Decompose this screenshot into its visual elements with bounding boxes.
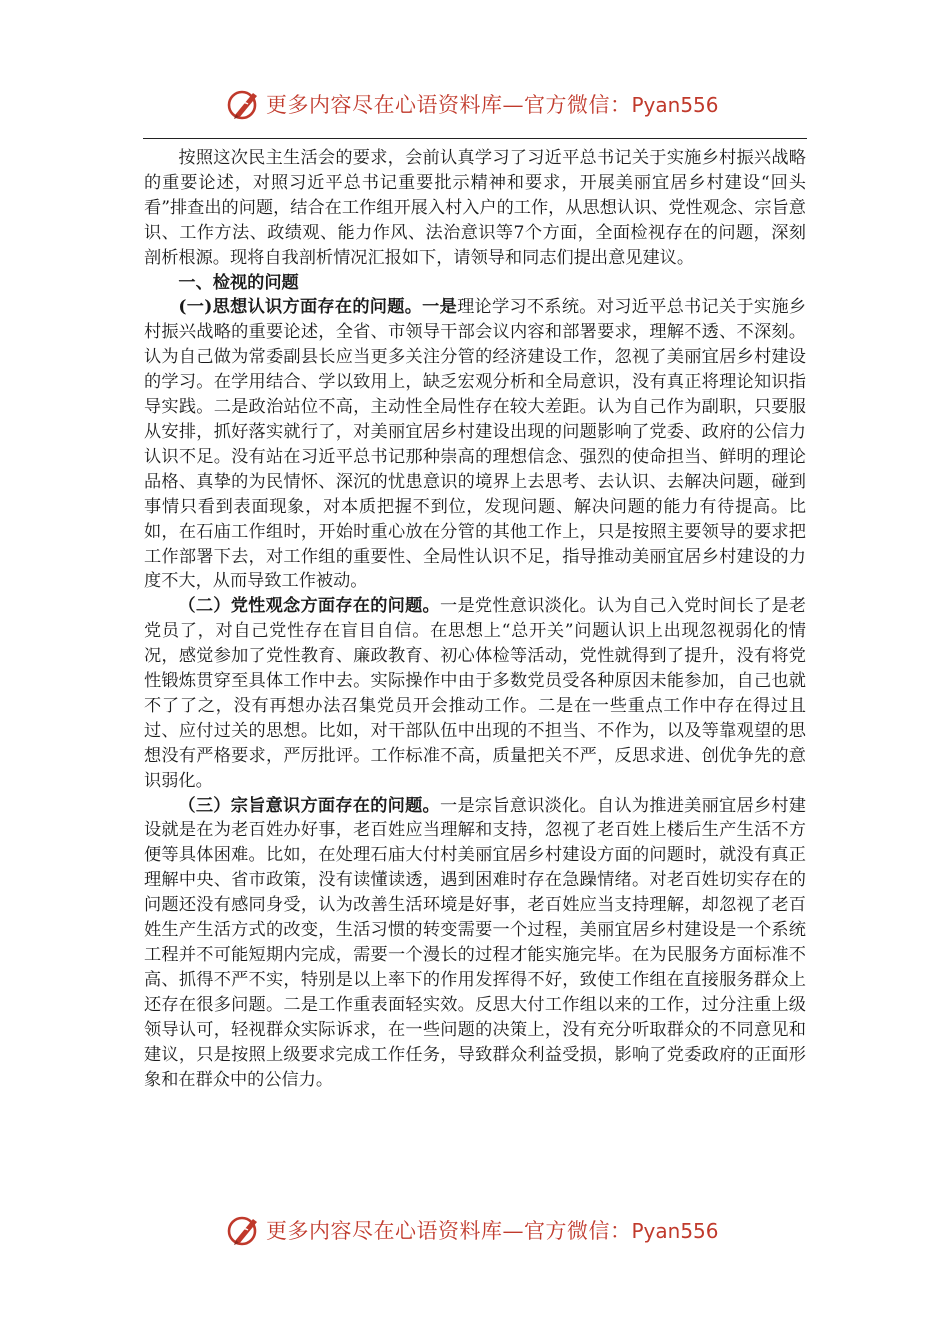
item-heading-1: (一)思想认识方面存在的问题。一是 xyxy=(178,297,458,318)
item-body-2: 一是党性意识淡化。认为自己入党时间长了是老党员了，对自己党性存在盲目自信。在思想上“总开关”问题认识上出现忽视弱化的情况，感觉参加了党性教育、廉政教育、初心体检等活动，党性就得到了提升，没有将党性锻炼贯穿至具体工作中去。实际操作中由于多数党员受各种原因未能参加，自己也就不了了之，没有再想办法召集党员开会推动工作。二是在一些重点工作中存在得过且过、应付过关的思想。比如，对干部队伍中出现的不担当、不作为，以及等靠观望的思想没有严格要求，严厉批评。工作标准不高，质量把关不严，反思求进、创优争先的意识弱化。 xyxy=(144,596,806,791)
pen-in-circle-icon xyxy=(226,1213,260,1247)
item-paragraph-2 xyxy=(144,594,806,793)
intro-paragraph: 按照这次民主生活会的要求，会前认真学习了习近平总书记关于实施乡村振兴战略的重要论述，对照习近平总书记重要批示精神和要求，开展美丽宜居乡村建设“回头看”排查出的问题，结合在工作组开展入村入户的工作，从思想认识、党性观念、宗旨意识、工作方法、政绩观、能力作风、法治意识等7个方面，全面检视存在的问题，深刻剖析根源。现将自我剖析情况汇报如下，请领导和同志们提出意见建议。 xyxy=(144,148,806,268)
pen-in-circle-icon xyxy=(226,87,260,121)
banner-label: 更多内容尽在心语资料库—官方微信： xyxy=(266,93,632,117)
footer-banner-inner xyxy=(226,1210,719,1250)
item-paragraph-3 xyxy=(144,794,806,1093)
item-body-1: 理论学习不系统。对习近平总书记关于实施乡村振兴战略的重要论述，全省、市领导干部会议内容和部署要求，理解不透、不深刻。认为自己做为常委副县长应当更多关注分管的经济建设工作，忽视了美丽宜居乡村建设的学习。在学用结合、学以致用上，缺乏宏观分析和全局意识，没有真正将理论知识指导实践。二是政治站位不高，主动性全局性存在较大差距。认为自己作为副职，只要服从安排，抓好落实就行了，对美丽宜居乡村建设出现的问题影响了党委、政府的公信力认识不足。没有站在习近平总书记那种崇高的理想信念、强烈的使命担当、鲜明的理论品格、真挚的为民情怀、深沉的忧患意识的境界上去思考、去认识、去解决问题，碰到事情只看到表面现象，对本质把握不到位，发现问题、解决问题的能力有待提高。比如，在石庙工作组时，开始时重心放在分管的其他工作上，只是按照主要领导的要求把工作部署下去，对工作组的重要性、全局性认识不足，指导推动美丽宜居乡村建设的力度不大，从而导致工作被动。 xyxy=(144,297,806,592)
banner-label: 更多内容尽在心语资料库—官方微信： xyxy=(266,1219,632,1243)
header-banner-inner xyxy=(226,84,719,124)
item-body-3: 一是宗旨意识淡化。自认为推进美丽宜居乡村建设就是在为老百姓办好事，老百姓应当理解和支持，忽视了老百姓上楼后生产生活不方便等具体困难。比如，在处理石庙大付村美丽宜居乡村建设方面的问题时，就没有真正理解中央、省市政策，没有读懂读透，遇到困难时存在急躁情绪。对老百姓切实存在的问题还没有感同身受，认为改善生活环境是好事，老百姓应当支持理解，却忽视了老百姓生产生活方式的改变，生活习惯的转变需要一个过程，美丽宜居乡村建设是一个系统工程并不可能短期内完成，需要一个漫长的过程才能实施完毕。在为民服务方面标准不高、抓得不严不实，特别是以上率下的作用发挥得不好，致使工作组在直接服务群众上还存在很多问题。二是工作重表面轻实效。反思大付工作组以来的工作，过分注重上级领导认可，轻视群众实际诉求，在一些问题的决策上，没有充分听取群众的不同意见和建议，只是按照上级要求完成工作任务，导致群众利益受损，影响了党委政府的正面形象和在群众中的公信力。 xyxy=(144,795,806,1090)
wechat-id: Pyan556 xyxy=(631,93,719,117)
footer-banner xyxy=(0,1210,950,1250)
item-heading-2: （二）党性观念方面存在的问题。 xyxy=(178,596,440,617)
banner-text xyxy=(266,1215,719,1245)
item-paragraph-1 xyxy=(144,295,806,594)
item-heading-3: （三）宗旨意识方面存在的问题。 xyxy=(178,795,440,816)
banner-text xyxy=(266,89,719,119)
section-title: 一、检视的问题 xyxy=(178,272,299,293)
header-banner xyxy=(0,84,950,124)
header-rule xyxy=(143,138,807,139)
document-body xyxy=(144,146,806,1092)
wechat-id: Pyan556 xyxy=(631,1219,719,1243)
